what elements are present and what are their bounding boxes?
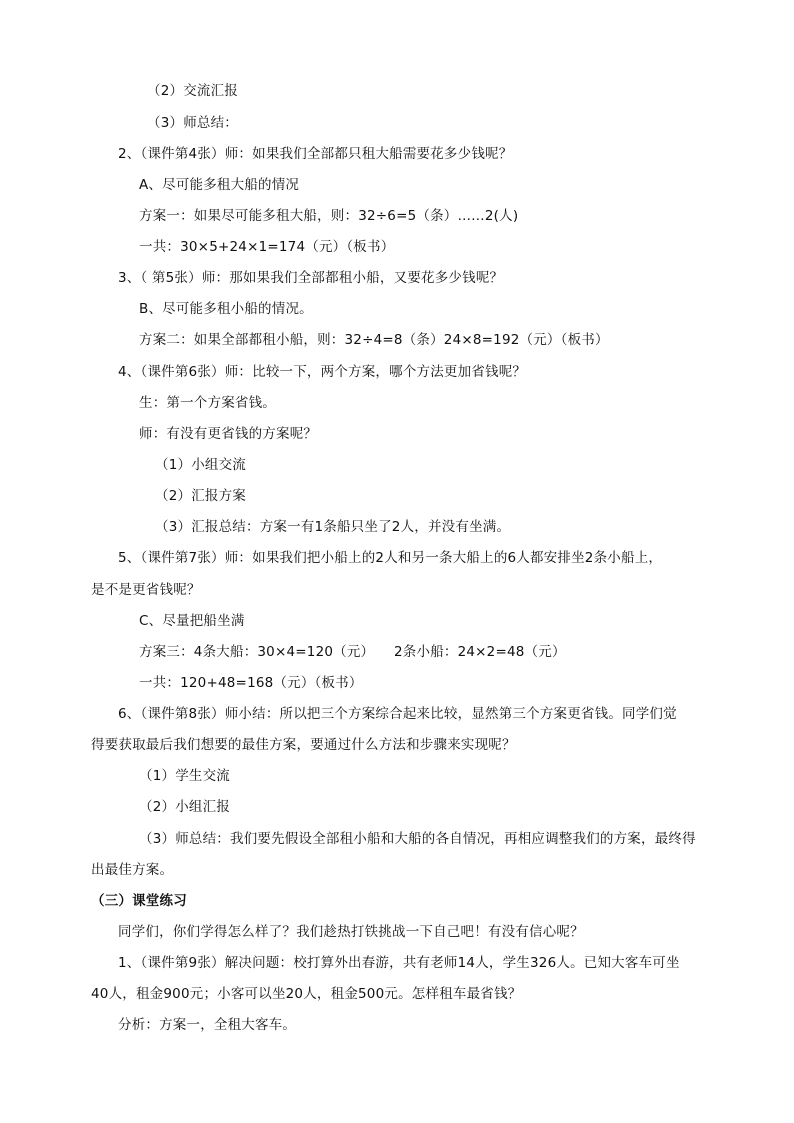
text-line: 出最佳方案。 <box>91 862 174 878</box>
text-line: （2）小组汇报 <box>139 799 230 815</box>
text-line: （3）师总结：我们要先假设全部租小船和大船的各自情况，再相应调整我们的方案，最终得 <box>139 831 696 847</box>
text-line: （2）交流汇报 <box>147 83 238 99</box>
text-line: 方案二：如果全部都租小船，则：32÷4=8（条）24×8=192（元）（板书） <box>139 332 609 348</box>
text-line: B、尽可能多租小船的情况。 <box>139 301 313 317</box>
text-line: 一共：120+48=168（元）（板书） <box>139 675 363 691</box>
text-line: 6、（课件第8张）师小结：所以把三个方案综合起来比较，显然第三个方案更省钱。同学们觉 <box>118 706 677 722</box>
text-line: 5、（课件第7张）师：如果我们把小船上的2人和另一条大船上的6人都安排坐2条小船上， <box>118 550 663 566</box>
text-line: （1）小组交流 <box>155 457 246 473</box>
text-line: A、尽可能多租大船的情况 <box>139 177 300 193</box>
text-line: （3）师总结： <box>147 115 238 131</box>
text-line: 方案一：如果尽可能多租大船，则：32÷6=5（条）……2(人) <box>139 208 519 224</box>
text-line: 1、（课件第9张）解决问题：校打算外出春游，共有老师14人，学生326人。已知大客车可坐 <box>118 955 680 971</box>
text-line: 生：第一个方案省钱。 <box>139 395 276 411</box>
text-line: （1）学生交流 <box>139 768 230 784</box>
text-line: 40人，租金900元；小客可以坐20人，租金500元。怎样租车最省钱？ <box>91 986 522 1002</box>
text-line: 是不是更省钱呢？ <box>91 582 201 598</box>
text-line: （2）汇报方案 <box>155 488 246 504</box>
text-line: 师：有没有更省钱的方案呢？ <box>139 426 318 442</box>
text-line: 2条小船：24×2=48（元） <box>394 644 566 660</box>
text-line: 方案三：4条大船：30×4=120（元） <box>139 644 375 660</box>
text-line: 3、（ 第5张）师：那如果我们全部都租小船，又要花多少钱呢？ <box>118 270 504 286</box>
text-line: （3）汇报总结：方案一有1条船只坐了2人，并没有坐满。 <box>155 519 511 535</box>
text-line: 得要获取最后我们想要的最佳方案，要通过什么方法和步骤来实现呢？ <box>91 737 516 753</box>
text-line: 分析：方案一，全租大客车。 <box>118 1017 297 1033</box>
text-line: 4、（课件第6张）师：比较一下，两个方案，哪个方法更加省钱呢？ <box>118 364 527 380</box>
text-line: 一共：30×5+24×1=174（元）（板书） <box>139 239 395 255</box>
text-line: 同学们，你们学得怎么样了？我们趁热打铁挑战一下自己吧！有没有信心呢？ <box>118 924 584 940</box>
section-heading: （三）课堂练习 <box>91 893 187 909</box>
text-line: C、尽量把船坐满 <box>139 613 245 629</box>
text-line: 2、（课件第4张）师：如果我们全部都只租大船需要花多少钱呢？ <box>118 146 513 162</box>
